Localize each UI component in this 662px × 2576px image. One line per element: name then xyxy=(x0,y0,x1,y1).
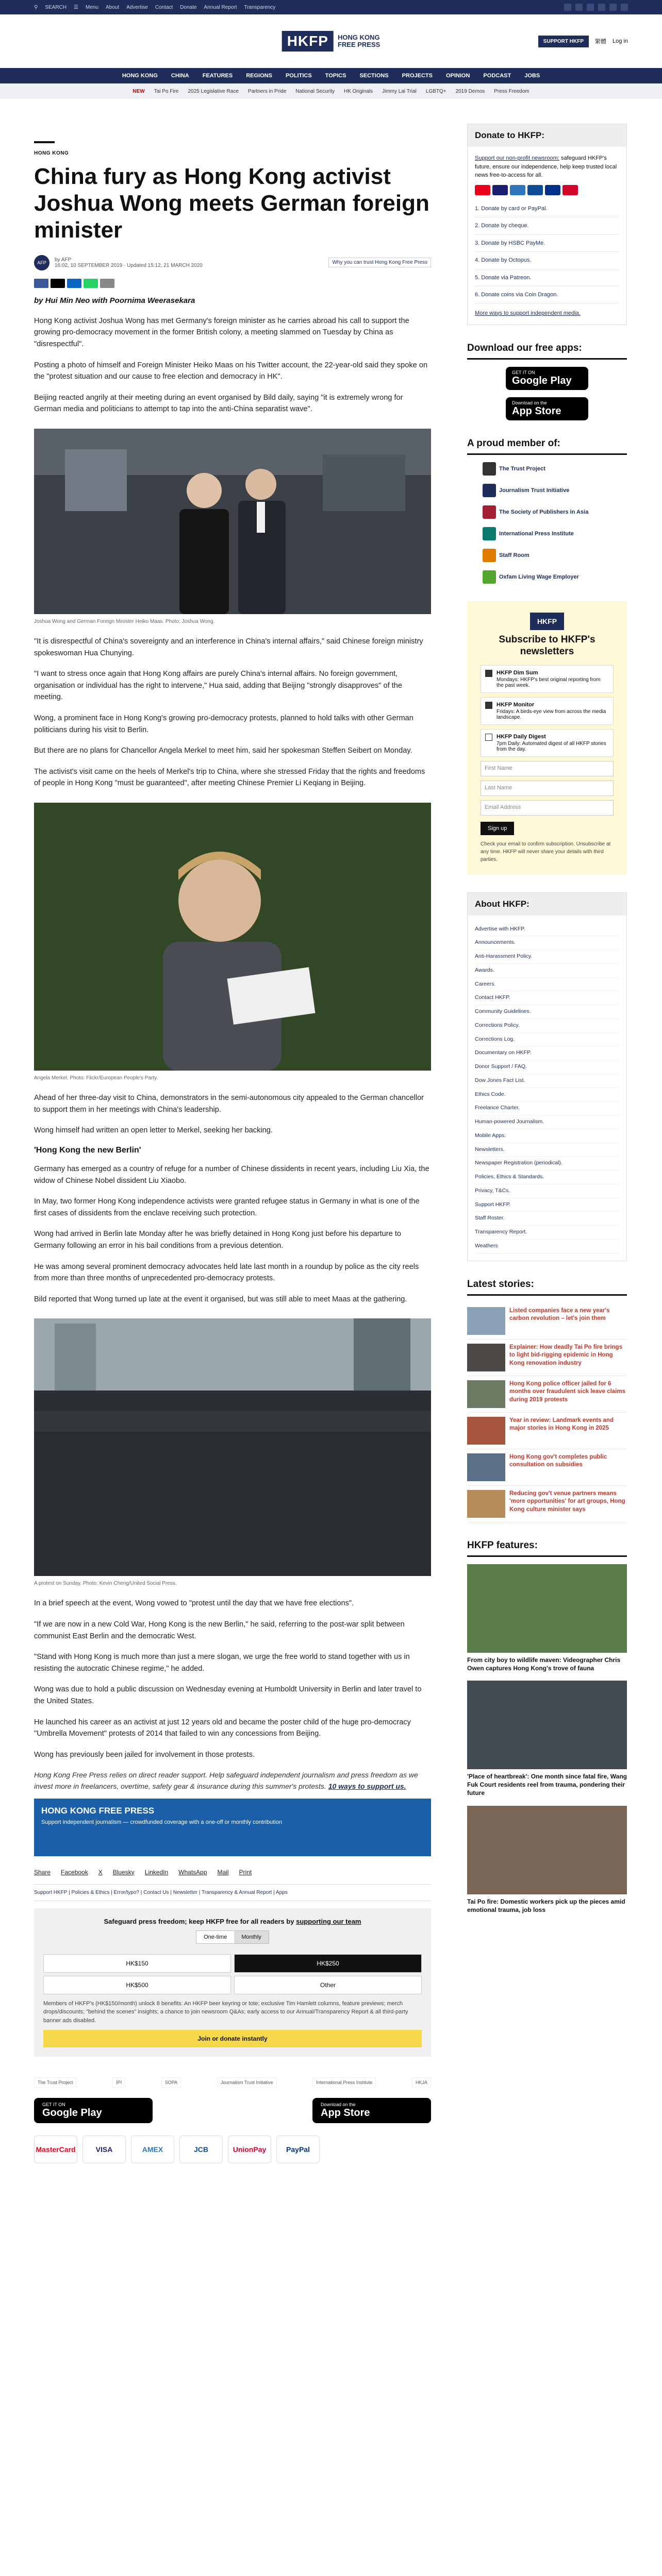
share-whatsapp[interactable]: WhatsApp xyxy=(178,1868,207,1876)
member-logo[interactable] xyxy=(483,527,627,540)
partner-logo[interactable]: International Press Institute xyxy=(312,2077,376,2088)
donate-method[interactable]: 2. Donate by cheque. xyxy=(475,217,619,235)
photo-caption: A protest on Sunday. Photo: Kevin Cheng/United Social Press. xyxy=(34,1581,177,1587)
photo-caption: Angela Merkel. Photo: Flickr/European People's Party. xyxy=(34,1075,158,1081)
paragraph: Wong himself had written an open letter to Merkel, seeking her backing. xyxy=(34,1126,273,1135)
language-switch[interactable]: 繁體 xyxy=(595,39,607,45)
paragraph: Wong has previously been jailed for involvement in those protests. xyxy=(34,1750,255,1759)
partner-logo[interactable]: IPI xyxy=(112,2077,125,2088)
top-link-donate[interactable]: Donate xyxy=(180,4,197,10)
donate-method[interactable]: 1. Donate by card or PayPal. xyxy=(475,200,619,218)
donate-method[interactable]: 3. Donate by HSBC PayMe. xyxy=(475,235,619,252)
about-link[interactable]: Human-powered Journalism. xyxy=(475,1115,619,1129)
trending-link[interactable]: 2019 Demos xyxy=(455,88,485,94)
apps-section xyxy=(467,343,627,420)
donate-box-title: Donate to HKFP: xyxy=(468,124,626,147)
membership-title: A proud member of: xyxy=(467,438,627,455)
about-link[interactable]: Community Guidelines. xyxy=(475,1005,619,1019)
nav-topics[interactable]: TOPICS xyxy=(325,73,346,79)
story-title: Reducing gov't venue partners means 'more opportunities' for art groups, Hong Kong culture minister says xyxy=(509,1490,625,1513)
about-link[interactable]: Advertise with HKFP. xyxy=(475,923,619,937)
monthly-option[interactable]: Monthly xyxy=(234,1931,269,1943)
one-time-option[interactable]: One-time xyxy=(196,1931,234,1943)
unionpay-icon xyxy=(562,185,578,195)
paragraph: In a brief speech at the event, Wong vowed to "protest until the day that we have free elections". xyxy=(34,1599,354,1608)
story-thumbnail xyxy=(467,1344,505,1371)
amount-option[interactable]: HK$500 xyxy=(43,1976,231,1994)
paragraph: Posting a photo of himself and Foreign Minister Heiko Maas on his Twitter account, the 22-year-old said they spoke on the "protest situation and our cause to free election and democracy in HK". xyxy=(34,361,428,381)
partner-logo[interactable]: SOPA xyxy=(161,2077,181,2088)
partner-logo[interactable]: The Trust Project xyxy=(34,2077,77,2088)
member-logo[interactable] xyxy=(483,570,627,584)
about-link[interactable]: Staff Roster. xyxy=(475,1212,619,1226)
menu-link[interactable]: Menu xyxy=(85,4,98,10)
top-link-advertise[interactable]: Advertise xyxy=(126,4,148,10)
trending-link[interactable]: Jimmy Lai Trial xyxy=(382,88,417,94)
story-title: Explainer: How deadly Tai Po fire brings to light bid-rigging epidemic in Hong Kong renovation industry xyxy=(509,1344,622,1366)
newsletter-desc: Mondays: HKFP's best original reporting from the past week. xyxy=(496,676,601,688)
article-category[interactable]: HONG KONG xyxy=(34,150,69,156)
partner-logos xyxy=(34,2077,431,2088)
about-links xyxy=(468,916,626,1261)
menu-icon[interactable]: ☰ xyxy=(74,4,78,10)
site-header xyxy=(0,14,662,68)
about-link[interactable]: Donor Support / FAQ. xyxy=(475,1060,619,1074)
partner-logo[interactable]: Journalism Trust Initiative xyxy=(217,2077,277,2088)
trending-link[interactable]: National Security xyxy=(295,88,335,94)
linkedin-share-icon[interactable] xyxy=(67,279,81,288)
nav-hong-kong[interactable]: HONG KONG xyxy=(122,73,158,79)
jti-icon xyxy=(483,484,496,497)
top-link-about[interactable]: About xyxy=(106,4,120,10)
whatsapp-share-icon[interactable] xyxy=(84,279,98,288)
support-note-link[interactable]: 10 ways to support us. xyxy=(328,1782,406,1791)
youtube-icon[interactable] xyxy=(598,4,605,11)
trending-link[interactable]: LGBTQ+ xyxy=(425,88,446,94)
app-store-button[interactable] xyxy=(506,397,588,420)
newsletter-name: HKFP Dim Sum xyxy=(496,669,538,676)
feature-item[interactable] xyxy=(467,1681,627,1798)
story-title: Listed companies face a new year's carbon revolution – let's join them xyxy=(509,1307,610,1322)
checkbox[interactable] xyxy=(485,734,492,741)
story-thumbnail xyxy=(467,1417,505,1445)
paragraph: "Stand with Hong Kong is much more than just a mere slogan, we urge the free world to stand together with us in resisting the autocratic Chinese regime," he added. xyxy=(34,1653,410,1673)
trending-link[interactable]: Partners in Pride xyxy=(247,88,287,94)
amount-option[interactable]: HK$150 xyxy=(43,1954,231,1973)
photo-merkel xyxy=(34,803,431,1071)
story-thumbnail xyxy=(467,1453,505,1481)
article-meta xyxy=(34,255,431,270)
new-badge: NEW xyxy=(133,88,145,94)
rss-icon[interactable] xyxy=(621,4,628,11)
nav-podcast[interactable]: PODCAST xyxy=(483,73,511,79)
amount-option-selected[interactable]: HK$250 xyxy=(234,1954,422,1973)
top-link-contact[interactable]: Contact xyxy=(155,4,173,10)
paragraph: Wong had arrived in Berlin late Monday after he was briefly detained in Hong Kong just before his departure to Germany following an error in his bail conditions from a previous detention. xyxy=(34,1230,402,1250)
trending-bar xyxy=(0,83,662,99)
category-rule xyxy=(34,141,55,143)
paragraph: The activist's visit came on the heels of Merkel's trip to China, where she stressed Friday that the rights and freedoms of people in Hong Kong "must be guaranteed", after meeting Chinese Premier Li Keqiang in Beijing. xyxy=(34,767,425,788)
feature-item[interactable] xyxy=(467,1564,627,1672)
member-name: Oxfam Living Wage Employer xyxy=(499,574,579,580)
member-name: The Society of Publishers in Asia xyxy=(499,509,589,515)
site-logo[interactable] xyxy=(282,31,380,52)
nav-features[interactable]: FEATURES xyxy=(202,73,233,79)
x-icon[interactable] xyxy=(575,4,583,11)
paragraph: "It is disrespectful of China's sovereignty and an interference in China's internal affairs," said Chinese foreign ministry spokeswoman Hua Chunying. xyxy=(34,637,423,657)
nav-regions[interactable]: REGIONS xyxy=(246,73,272,79)
story-item[interactable] xyxy=(467,1303,627,1340)
share-icons xyxy=(34,279,431,288)
donate-method[interactable]: 4. Donate by Octopus. xyxy=(475,252,619,269)
share-label: Share xyxy=(34,1868,51,1876)
newsletter-name: HKFP Daily Digest xyxy=(496,733,546,740)
donate-method[interactable]: 6. Donate coins via Coin Dragon. xyxy=(475,286,619,304)
paragraph: "If we are now in a new Cold War, Hong Kong is the new Berlin," he said, referring to the post-war split between communist East Berlin and the democratic West. xyxy=(34,1620,405,1640)
nav-projects[interactable]: PROJECTS xyxy=(402,73,433,79)
frequency-toggle xyxy=(196,1930,269,1944)
newsletter-title: Subscribe to HKFP's newsletters xyxy=(499,634,595,657)
share-facebook[interactable]: Facebook xyxy=(61,1868,88,1876)
visa-icon xyxy=(492,185,508,195)
about-link[interactable]: Mobile Apps. xyxy=(475,1129,619,1143)
nav-opinion[interactable]: OPINION xyxy=(445,73,470,79)
member-logo[interactable] xyxy=(483,484,627,497)
story-item[interactable] xyxy=(467,1340,627,1376)
app-buttons xyxy=(34,2098,431,2123)
jcb-icon xyxy=(527,185,543,195)
story-item[interactable] xyxy=(467,1486,627,1522)
feature-image xyxy=(467,1806,627,1894)
about-link[interactable]: Freelance Charter. xyxy=(475,1101,619,1115)
member-logo[interactable] xyxy=(483,549,627,562)
support-note-text: Hong Kong Free Press relies on direct reader support. Help safeguard independent journalism and press freedom as we invest more in freelancers, overtime, safety gear & insurance during this summer's protests. xyxy=(34,1771,418,1791)
story-title: Year in review: Landmark events and major stories in Hong Kong in 2025 xyxy=(509,1417,614,1432)
paragraph: Bild reported that Wong turned up late at the event it organised, but was still able to meet Maas at the gathering. xyxy=(34,1295,407,1303)
unionpay-icon: UnionPay xyxy=(228,2136,271,2163)
paragraph: He launched his career as an activist at just 12 years old and became the poster child of the huge pro-democracy "Umbrella Movement" protests of 2014 that failed to win any concessions from Beijing. xyxy=(34,1718,411,1738)
header-actions xyxy=(538,36,628,47)
features-section xyxy=(467,1540,627,1914)
newsletter-option[interactable] xyxy=(481,697,614,725)
member-name: Journalism Trust Initiative xyxy=(499,487,570,494)
paragraph: In May, two former Hong Kong independence activists were granted refugee status in Germany in what is one of the first cases of dissidents from the enclave receiving such protection. xyxy=(34,1197,420,1217)
about-link[interactable]: Careers. xyxy=(475,978,619,992)
subheading: 'Hong Kong the new Berlin' xyxy=(34,1145,141,1155)
paragraph: But there are no plans for Chancellor Angela Merkel to meet him, said her spokesman Steffen Seibert on Monday. xyxy=(34,747,412,755)
donate-heading xyxy=(43,1918,422,1925)
support-banner[interactable] xyxy=(34,1799,431,1856)
member-benefits: Members of HKFP's (HK$150/month) unlock 8 benefits: An HKFP beer keyring or tote; exclusive Tim Hamlett columns, feature previews; merch drops/discounts; "behind the scenes" insights; a chance to join newsroom Q&As; early access to our Annual/Transparency Report & all third-party banner ads disabled. xyxy=(43,2000,408,2024)
publish-date: 16:02, 10 SEPTEMBER 2019 · Updated 15:12, 21 MARCH 2020 xyxy=(55,262,203,268)
checkbox-checked[interactable] xyxy=(485,702,492,709)
payment-icons xyxy=(475,185,619,195)
join-donate-button[interactable]: Join or donate instantly xyxy=(43,2030,422,2047)
member-logo[interactable] xyxy=(483,462,627,476)
trust-link[interactable]: Why you can trust Hong Kong Free Press xyxy=(328,258,431,267)
feature-item[interactable] xyxy=(467,1806,627,1914)
main-nav xyxy=(0,68,662,83)
store-name: Google Play xyxy=(512,375,572,386)
trust-project-icon xyxy=(483,462,496,476)
facebook-icon[interactable] xyxy=(564,4,571,11)
search-link[interactable]: SEARCH xyxy=(45,4,67,10)
article-title: China fury as Hong Kong activist Joshua Wong meets German foreign minister xyxy=(34,164,429,243)
nav-jobs[interactable]: JOBS xyxy=(524,73,540,79)
x-share-icon[interactable] xyxy=(51,279,65,288)
share-print[interactable]: Print xyxy=(239,1868,252,1876)
google-play-button[interactable] xyxy=(506,367,588,390)
newsletter-name: HKFP Monitor xyxy=(496,701,535,708)
author-avatar: AFP xyxy=(34,255,49,270)
paypal-icon: PayPal xyxy=(276,2136,320,2163)
story-item[interactable] xyxy=(467,1449,627,1486)
about-link[interactable]: Awards. xyxy=(475,964,619,978)
top-link-annual-report[interactable]: Annual Report xyxy=(204,4,237,10)
login-link[interactable]: Log in xyxy=(613,38,628,44)
feature-image xyxy=(467,1681,627,1769)
paragraph: Beijing reacted angrily at their meeting during an event organised by Bild daily, saying "it is extremely wrong for German media and politicians to attempt to tap into the anti-China separatist wave". xyxy=(34,393,403,414)
nav-politics[interactable]: POLITICS xyxy=(285,73,312,79)
about-link[interactable]: Transparency Report. xyxy=(475,1226,619,1240)
banner-subtitle: Support independent journalism — crowdfunded coverage with a one-off or monthly contribution xyxy=(41,1819,282,1825)
member-logo[interactable] xyxy=(483,505,627,519)
top-utility-bar xyxy=(0,0,662,14)
checkbox-checked[interactable] xyxy=(485,670,492,677)
donate-heading-link[interactable]: supporting our team xyxy=(296,1917,361,1925)
latest-title: Latest stories: xyxy=(467,1279,627,1296)
email-field[interactable]: Email Address xyxy=(481,800,614,816)
newsletter-option[interactable] xyxy=(481,665,614,693)
paragraph: Wong was due to hold a public discussion on Wednesday evening at Humboldt University in Berlin and later travel to the United States. xyxy=(34,1685,422,1706)
feature-title: From city boy to wildlife maven: Videographer Chris Owen captures Hong Kong's trove of fauna xyxy=(467,1656,621,1672)
story-item[interactable] xyxy=(467,1376,627,1413)
paragraph: Ahead of her three-day visit to China, demonstrators in the semi-autonomous city appealed to the German chancellor to support them in her meetings with China's leadership. xyxy=(34,1094,424,1114)
oxfam-icon xyxy=(483,570,496,584)
paragraph: Germany has emerged as a country of refuge for a number of Chinese dissidents in recent years, including Liu Xia, the widow of Chinese Nobel dissident Liu Xiaobo. xyxy=(34,1164,429,1185)
about-link[interactable]: Corrections Policy. xyxy=(475,1019,619,1033)
author-name[interactable]: by AFP xyxy=(55,257,72,263)
member-name: The Trust Project xyxy=(499,466,545,472)
donate-widget xyxy=(34,1908,431,2057)
paragraph: Hong Kong activist Joshua Wong has met Germany's foreign minister as he carries abroad his call to support the growing pro-democracy movement in the former British colony, a meeting slammed on Tuesday by China as "disrespectful". xyxy=(34,316,409,348)
store-name: Google Play xyxy=(42,2107,102,2119)
logo-text xyxy=(338,34,380,49)
jcb-icon: JCB xyxy=(179,2136,223,2163)
article-column xyxy=(34,124,431,2176)
sign-up-button[interactable]: Sign up xyxy=(481,822,514,835)
story-thumbnail xyxy=(467,1380,505,1408)
store-name: App Store xyxy=(321,2107,370,2119)
feature-title: Tai Po fire: Domestic workers pick up the pieces amid emotional trauma, job loss xyxy=(467,1897,625,1913)
about-link[interactable]: Newspaper Registration (periodical). xyxy=(475,1157,619,1171)
top-link-transparency[interactable]: Transparency xyxy=(244,4,276,10)
donate-methods xyxy=(475,200,619,304)
amount-option-other[interactable]: Other xyxy=(234,1976,422,1994)
ipi-icon xyxy=(483,527,496,540)
facebook-share-icon[interactable] xyxy=(34,279,48,288)
story-title: Hong Kong police officer jailed for 6 months over fraudulent sick leave claims during 2019 protests xyxy=(509,1380,625,1403)
support-note xyxy=(34,1770,431,1792)
feature-image xyxy=(467,1564,627,1653)
about-link[interactable]: Weathers xyxy=(475,1240,619,1253)
about-link[interactable]: Contact HKFP. xyxy=(475,991,619,1005)
google-play-button[interactable] xyxy=(34,2098,153,2123)
share-linkedin[interactable]: LinkedIn xyxy=(144,1868,169,1876)
newsletter-box xyxy=(467,601,627,875)
trending-link[interactable]: 2025 Legislative Race xyxy=(188,88,239,94)
search-icon[interactable]: ⚲ xyxy=(34,4,38,10)
staff-room-icon xyxy=(483,549,496,562)
amex-icon: AMEX xyxy=(131,2136,174,2163)
apps-title: Download our free apps: xyxy=(467,343,627,360)
share-links xyxy=(34,1869,431,1876)
payment-methods xyxy=(34,2136,431,2163)
paragraph: Wong, a prominent face in Hong Kong's growing pro-democracy protests, planned to hold talks with other German politicians during his visit to Berlin. xyxy=(34,714,413,734)
store-caption: GET IT ON xyxy=(42,2102,65,2108)
newsletter-desc: 7pm Daily: Automated digest of all HKFP stories from the day. xyxy=(496,740,606,752)
store-name: App Store xyxy=(512,405,561,417)
latest-stories xyxy=(467,1279,627,1522)
donate-heading-text: Safeguard press freedom; keep HKFP free for all readers by xyxy=(104,1917,294,1925)
partner-logo[interactable]: HKJA xyxy=(412,2077,431,2088)
trending-link[interactable]: Tai Po Fire xyxy=(154,88,179,94)
photo-wong-maas xyxy=(34,429,431,614)
member-name: Staff Room xyxy=(499,552,529,558)
donate-intro xyxy=(475,154,619,180)
banner-title: HONG KONG FREE PRESS xyxy=(41,1805,155,1816)
newsletter-desc: Fridays: A birds-eye view from across the media landscape. xyxy=(496,708,606,720)
donate-intro-text: safeguard HKFP's future, ensure our independence, help keep trusted local news free-to-access for all. xyxy=(475,155,617,178)
visa-icon: VISA xyxy=(82,2136,126,2163)
story-thumbnail xyxy=(467,1490,505,1518)
mastercard-icon: MasterCard xyxy=(34,2136,77,2163)
about-link[interactable]: Documentary on HKFP. xyxy=(475,1046,619,1060)
about-link[interactable]: Dow Jones Fact List. xyxy=(475,1074,619,1088)
app-store-button[interactable] xyxy=(312,2098,431,2123)
nav-china[interactable]: CHINA xyxy=(171,73,189,79)
about-link[interactable]: Ethics Code. xyxy=(475,1088,619,1102)
paragraph: "I want to stress once again that Hong Kong affairs are purely China's internal affairs. No foreign government, organisation or individual has the right to intervene," Hua said, adding that Beijing "strongly disapproves" of the meeting. xyxy=(34,670,403,702)
story-title: Hong Kong gov't completes public consultation on subsidies xyxy=(509,1453,607,1468)
about-link[interactable]: Support HKFP. xyxy=(475,1198,619,1212)
story-item[interactable] xyxy=(467,1413,627,1449)
hkfp-badge-icon: HKFP xyxy=(530,613,564,630)
share-bluesky[interactable]: Bluesky xyxy=(112,1868,135,1876)
social-icons xyxy=(564,4,628,11)
more-ways-link[interactable]: More ways to support independent media. xyxy=(475,310,581,316)
about-link[interactable]: Corrections Log. xyxy=(475,1033,619,1047)
sopa-icon xyxy=(483,505,496,519)
store-caption: GET IT ON xyxy=(512,370,535,375)
about-title: About HKFP: xyxy=(468,893,626,916)
member-name: International Press Institute xyxy=(499,531,574,537)
about-link[interactable]: Privacy, T&Cs. xyxy=(475,1184,619,1198)
trending-link[interactable]: Press Freedom xyxy=(494,88,529,94)
about-link[interactable]: Policies, Ethics & Standards. xyxy=(475,1171,619,1184)
story-thumbnail xyxy=(467,1307,505,1335)
logo-mark: HKFP xyxy=(282,31,334,52)
photo-protest xyxy=(34,1318,431,1576)
policy-links[interactable]: Support HKFP | Policies & Ethics | Error/typo? | Contact Us | Newsletter | Transparency & Annual Report | Apps xyxy=(34,1884,431,1901)
photo-caption: Joshua Wong and German Foreign Minister Heiko Maas. Photo: Joshua Wong. xyxy=(34,618,215,624)
membership-logos xyxy=(467,462,627,584)
share-mail[interactable]: Mail xyxy=(217,1868,229,1876)
paragraph: He was among several prominent democracy advocates held late last month in a roundup by police as the city reels from more than three months of unprecedented pro-democracy protests. xyxy=(34,1262,419,1283)
amex-icon xyxy=(510,185,525,195)
linkedin-icon[interactable] xyxy=(609,4,617,11)
store-caption: Download on the xyxy=(321,2102,356,2108)
about-link[interactable]: Newsletters. xyxy=(475,1143,619,1157)
donate-method[interactable]: 5. Donate via Patreon. xyxy=(475,269,619,287)
mastercard-icon xyxy=(475,185,490,195)
about-link[interactable]: Anti-Harassment Policy. xyxy=(475,950,619,964)
instagram-icon[interactable] xyxy=(587,4,594,11)
amount-options xyxy=(43,1954,422,1994)
features-title: HKFP features: xyxy=(467,1540,627,1557)
last-name-field[interactable]: Last Name xyxy=(481,781,614,796)
about-link[interactable]: Announcements. xyxy=(475,936,619,950)
support-hkfp-button[interactable]: SUPPORT HKFP xyxy=(538,36,589,47)
share-x[interactable]: X xyxy=(98,1868,103,1876)
newsletter-option[interactable] xyxy=(481,729,614,757)
store-caption: Download on the xyxy=(512,400,547,405)
logo-line-2: FREE PRESS xyxy=(337,41,380,48)
sidebar xyxy=(467,124,627,1922)
donate-box xyxy=(467,124,627,325)
first-name-field[interactable]: First Name xyxy=(481,761,614,776)
newsletter-fine-print: Check your email to confirm subscription. Unsubscribe at any time. HKFP will never share your details with third parties. xyxy=(481,841,611,862)
about-box xyxy=(467,892,627,1261)
feature-title: 'Place of heartbreak': One month since fatal fire, Wang Fuk Court residents reel from trauma, pondering their future xyxy=(467,1772,627,1797)
byline: by Hui Min Neo with Poornima Weerasekara xyxy=(34,296,195,305)
trending-link[interactable]: HK Originals xyxy=(343,88,373,94)
logo-line-1: HONG KONG xyxy=(337,33,380,41)
paypal-icon xyxy=(545,185,560,195)
donate-intro-link[interactable]: Support our non-profit newsroom: xyxy=(475,155,559,161)
nav-sections[interactable]: SECTIONS xyxy=(359,73,389,79)
email-share-icon[interactable] xyxy=(100,279,114,288)
